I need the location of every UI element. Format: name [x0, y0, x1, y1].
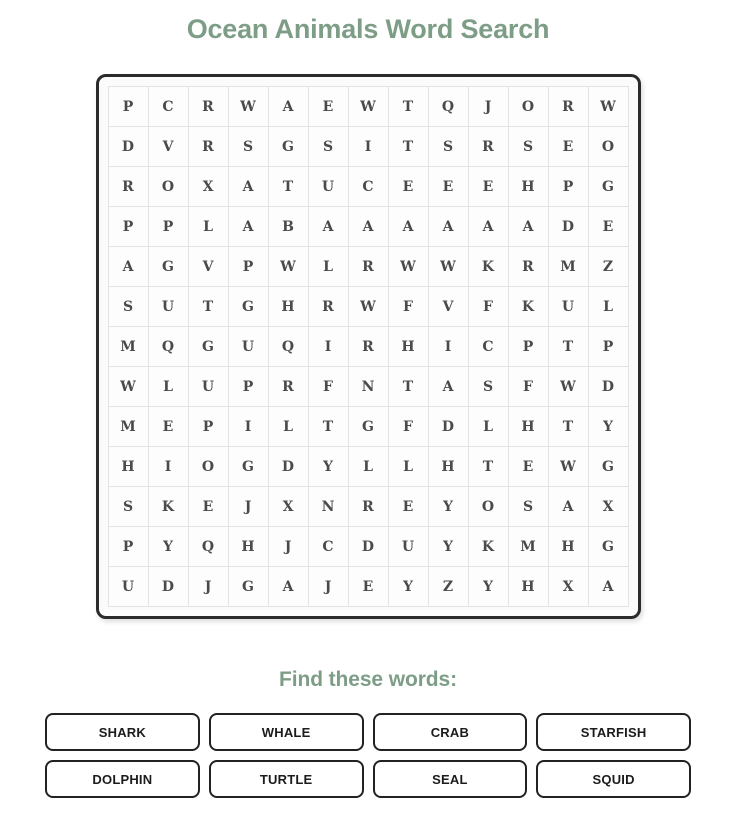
- grid-cell[interactable]: K: [149, 487, 189, 527]
- grid-cell[interactable]: Y: [309, 447, 349, 487]
- grid-cell[interactable]: W: [549, 367, 589, 407]
- grid-cell[interactable]: S: [229, 127, 269, 167]
- grid-cell[interactable]: E: [469, 167, 509, 207]
- grid-cell[interactable]: P: [109, 527, 149, 567]
- grid-cell[interactable]: F: [309, 367, 349, 407]
- grid-cell[interactable]: C: [469, 327, 509, 367]
- grid-cell[interactable]: W: [549, 447, 589, 487]
- grid-cell[interactable]: B: [269, 207, 309, 247]
- grid-cell[interactable]: N: [309, 487, 349, 527]
- grid-cell[interactable]: A: [429, 207, 469, 247]
- grid-cell[interactable]: L: [469, 407, 509, 447]
- grid-cell[interactable]: H: [509, 567, 549, 607]
- grid-cell[interactable]: S: [109, 487, 149, 527]
- grid-cell[interactable]: A: [269, 567, 309, 607]
- grid-cell[interactable]: P: [229, 367, 269, 407]
- grid-cell[interactable]: R: [189, 87, 229, 127]
- grid-cell[interactable]: G: [189, 327, 229, 367]
- grid-cell[interactable]: E: [389, 167, 429, 207]
- word-list: [45, 713, 691, 798]
- grid-cell[interactable]: S: [309, 127, 349, 167]
- grid-cell[interactable]: W: [269, 247, 309, 287]
- grid-cell[interactable]: Y: [429, 527, 469, 567]
- grid-cell[interactable]: K: [509, 287, 549, 327]
- grid-cell[interactable]: C: [309, 527, 349, 567]
- grid-cell[interactable]: M: [109, 327, 149, 367]
- puzzle-board: [96, 74, 641, 619]
- word-chip-shark[interactable]: SHARK: [45, 713, 200, 751]
- grid-cell[interactable]: M: [549, 247, 589, 287]
- grid-cell[interactable]: H: [509, 167, 549, 207]
- grid-cell[interactable]: L: [349, 447, 389, 487]
- grid-cell[interactable]: F: [469, 287, 509, 327]
- grid-cell[interactable]: H: [389, 327, 429, 367]
- grid-cell[interactable]: W: [229, 87, 269, 127]
- grid-cell[interactable]: G: [589, 167, 629, 207]
- grid-cell[interactable]: H: [229, 527, 269, 567]
- grid-cell[interactable]: W: [389, 247, 429, 287]
- grid-cell[interactable]: A: [349, 207, 389, 247]
- grid-cell[interactable]: C: [349, 167, 389, 207]
- grid-cell[interactable]: T: [389, 127, 429, 167]
- grid-cell[interactable]: Q: [149, 327, 189, 367]
- grid-cell[interactable]: T: [389, 367, 429, 407]
- grid-cell[interactable]: R: [509, 247, 549, 287]
- grid-cell[interactable]: I: [229, 407, 269, 447]
- grid-cell[interactable]: G: [349, 407, 389, 447]
- grid-cell[interactable]: P: [109, 207, 149, 247]
- grid-cell[interactable]: O: [589, 127, 629, 167]
- grid-cell[interactable]: G: [269, 127, 309, 167]
- grid-cell[interactable]: S: [109, 287, 149, 327]
- grid-cell[interactable]: Z: [429, 567, 469, 607]
- grid-cell[interactable]: E: [549, 127, 589, 167]
- grid-cell[interactable]: P: [509, 327, 549, 367]
- grid-cell[interactable]: A: [309, 207, 349, 247]
- grid-cell[interactable]: E: [149, 407, 189, 447]
- letter-grid[interactable]: [108, 86, 629, 607]
- grid-cell[interactable]: J: [469, 87, 509, 127]
- grid-cell[interactable]: G: [589, 527, 629, 567]
- grid-cell[interactable]: E: [309, 87, 349, 127]
- grid-cell[interactable]: R: [189, 127, 229, 167]
- grid-cell[interactable]: E: [349, 567, 389, 607]
- grid-cell[interactable]: A: [229, 207, 269, 247]
- grid-cell[interactable]: X: [189, 167, 229, 207]
- grid-cell[interactable]: W: [349, 287, 389, 327]
- grid-cell[interactable]: W: [589, 87, 629, 127]
- word-chip-whale[interactable]: WHALE: [209, 713, 364, 751]
- grid-cell[interactable]: I: [429, 327, 469, 367]
- grid-cell[interactable]: P: [589, 327, 629, 367]
- grid-cell[interactable]: A: [389, 207, 429, 247]
- grid-cell[interactable]: D: [149, 567, 189, 607]
- grid-cell[interactable]: H: [269, 287, 309, 327]
- grid-cell[interactable]: S: [469, 367, 509, 407]
- grid-cell[interactable]: J: [189, 567, 229, 607]
- grid-cell[interactable]: X: [269, 487, 309, 527]
- grid-cell[interactable]: D: [549, 207, 589, 247]
- grid-cell[interactable]: G: [229, 567, 269, 607]
- grid-cell[interactable]: K: [469, 527, 509, 567]
- grid-cell[interactable]: Y: [149, 527, 189, 567]
- grid-cell[interactable]: O: [509, 87, 549, 127]
- grid-cell[interactable]: D: [429, 407, 469, 447]
- grid-cell[interactable]: E: [589, 207, 629, 247]
- grid-cell[interactable]: U: [109, 567, 149, 607]
- grid-cell[interactable]: K: [469, 247, 509, 287]
- grid-cell[interactable]: T: [309, 407, 349, 447]
- grid-cell[interactable]: O: [469, 487, 509, 527]
- grid-cell[interactable]: A: [549, 487, 589, 527]
- grid-cell[interactable]: I: [149, 447, 189, 487]
- grid-cell[interactable]: Q: [189, 527, 229, 567]
- grid-cell[interactable]: J: [309, 567, 349, 607]
- grid-cell[interactable]: U: [149, 287, 189, 327]
- grid-cell[interactable]: S: [509, 487, 549, 527]
- grid-cell[interactable]: Y: [469, 567, 509, 607]
- word-chip-crab[interactable]: CRAB: [373, 713, 528, 751]
- grid-cell[interactable]: E: [509, 447, 549, 487]
- grid-cell[interactable]: I: [309, 327, 349, 367]
- word-chip-starfish[interactable]: STARFISH: [536, 713, 691, 751]
- grid-cell[interactable]: A: [109, 247, 149, 287]
- grid-cell[interactable]: R: [349, 327, 389, 367]
- grid-cell[interactable]: G: [229, 287, 269, 327]
- grid-cell[interactable]: P: [189, 407, 229, 447]
- grid-cell[interactable]: S: [429, 127, 469, 167]
- word-list-heading: Find these words:: [279, 668, 457, 692]
- word-chip-seal[interactable]: SEAL: [373, 760, 528, 798]
- grid-cell[interactable]: V: [189, 247, 229, 287]
- grid-cell[interactable]: G: [589, 447, 629, 487]
- grid-cell[interactable]: Q: [269, 327, 309, 367]
- grid-cell[interactable]: P: [149, 207, 189, 247]
- grid-cell[interactable]: P: [549, 167, 589, 207]
- grid-cell[interactable]: L: [389, 447, 429, 487]
- grid-cell[interactable]: P: [109, 87, 149, 127]
- grid-cell[interactable]: U: [229, 327, 269, 367]
- grid-cell[interactable]: M: [109, 407, 149, 447]
- grid-cell[interactable]: L: [589, 287, 629, 327]
- grid-cell[interactable]: R: [269, 367, 309, 407]
- grid-cell[interactable]: O: [189, 447, 229, 487]
- grid-cell[interactable]: S: [509, 127, 549, 167]
- grid-cell[interactable]: H: [549, 527, 589, 567]
- grid-cell[interactable]: T: [189, 287, 229, 327]
- grid-cell[interactable]: X: [589, 487, 629, 527]
- grid-cell[interactable]: T: [269, 167, 309, 207]
- grid-cell[interactable]: W: [349, 87, 389, 127]
- grid-cell[interactable]: L: [309, 247, 349, 287]
- grid-cell[interactable]: A: [269, 87, 309, 127]
- grid-cell[interactable]: U: [549, 287, 589, 327]
- grid-cell[interactable]: C: [149, 87, 189, 127]
- grid-cell[interactable]: H: [109, 447, 149, 487]
- grid-cell[interactable]: H: [509, 407, 549, 447]
- grid-cell[interactable]: J: [269, 527, 309, 567]
- grid-cell[interactable]: R: [549, 87, 589, 127]
- grid-cell[interactable]: G: [149, 247, 189, 287]
- grid-cell[interactable]: F: [509, 367, 549, 407]
- grid-cell[interactable]: Y: [389, 567, 429, 607]
- grid-cell[interactable]: Y: [429, 487, 469, 527]
- puzzle-board-wrapper: [96, 74, 641, 619]
- grid-cell[interactable]: F: [389, 407, 429, 447]
- grid-cell[interactable]: L: [269, 407, 309, 447]
- grid-cell[interactable]: A: [229, 167, 269, 207]
- grid-cell[interactable]: V: [429, 287, 469, 327]
- grid-cell[interactable]: R: [349, 247, 389, 287]
- grid-cell[interactable]: R: [309, 287, 349, 327]
- grid-cell[interactable]: I: [349, 127, 389, 167]
- grid-cell[interactable]: E: [429, 167, 469, 207]
- grid-cell[interactable]: D: [349, 527, 389, 567]
- grid-cell[interactable]: P: [229, 247, 269, 287]
- page-title: Ocean Animals Word Search: [186, 14, 550, 44]
- grid-cell[interactable]: H: [429, 447, 469, 487]
- grid-cell[interactable]: L: [189, 207, 229, 247]
- grid-cell[interactable]: W: [429, 247, 469, 287]
- grid-cell[interactable]: G: [229, 447, 269, 487]
- grid-cell[interactable]: T: [389, 87, 429, 127]
- grid-cell[interactable]: D: [269, 447, 309, 487]
- grid-cell[interactable]: O: [149, 167, 189, 207]
- grid-cell[interactable]: V: [149, 127, 189, 167]
- grid-cell[interactable]: N: [349, 367, 389, 407]
- grid-cell[interactable]: W: [109, 367, 149, 407]
- grid-cell[interactable]: A: [429, 367, 469, 407]
- grid-cell[interactable]: Y: [589, 407, 629, 447]
- grid-cell[interactable]: T: [549, 327, 589, 367]
- grid-cell[interactable]: D: [109, 127, 149, 167]
- grid-cell[interactable]: U: [189, 367, 229, 407]
- grid-cell[interactable]: E: [189, 487, 229, 527]
- grid-cell[interactable]: R: [349, 487, 389, 527]
- word-chip-turtle[interactable]: TURTLE: [209, 760, 364, 798]
- grid-cell[interactable]: U: [389, 527, 429, 567]
- grid-cell[interactable]: T: [549, 407, 589, 447]
- grid-cell[interactable]: T: [469, 447, 509, 487]
- grid-cell[interactable]: L: [149, 367, 189, 407]
- grid-cell[interactable]: A: [509, 207, 549, 247]
- grid-cell[interactable]: D: [589, 367, 629, 407]
- grid-cell[interactable]: M: [509, 527, 549, 567]
- grid-cell[interactable]: R: [469, 127, 509, 167]
- grid-cell[interactable]: U: [309, 167, 349, 207]
- grid-cell[interactable]: Q: [429, 87, 469, 127]
- word-chip-dolphin[interactable]: DOLPHIN: [45, 760, 200, 798]
- word-chip-squid[interactable]: SQUID: [536, 760, 691, 798]
- grid-cell[interactable]: X: [549, 567, 589, 607]
- grid-cell[interactable]: A: [469, 207, 509, 247]
- grid-cell[interactable]: F: [389, 287, 429, 327]
- grid-cell[interactable]: E: [389, 487, 429, 527]
- grid-cell[interactable]: A: [589, 567, 629, 607]
- grid-cell[interactable]: R: [109, 167, 149, 207]
- grid-cell[interactable]: J: [229, 487, 269, 527]
- grid-cell[interactable]: Z: [589, 247, 629, 287]
